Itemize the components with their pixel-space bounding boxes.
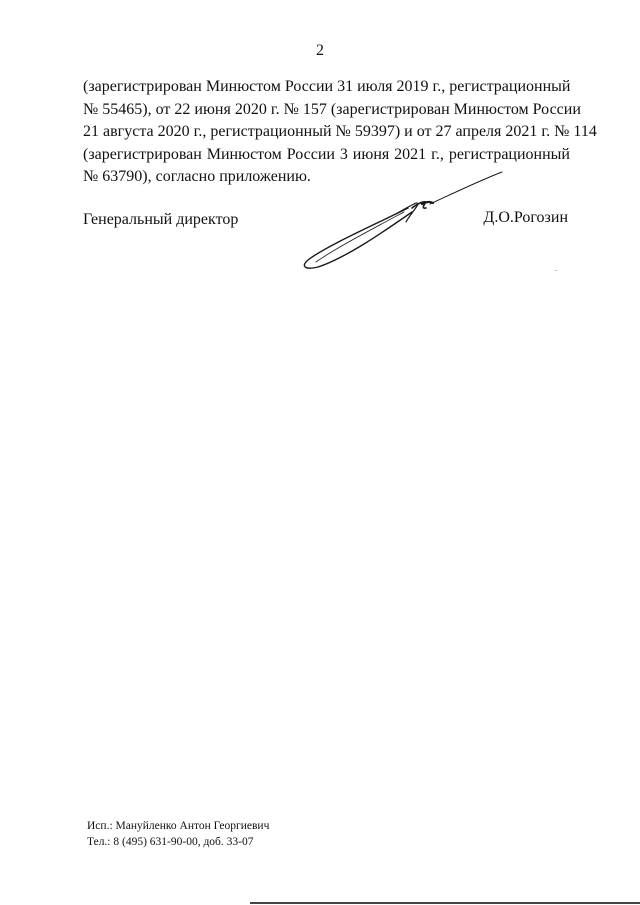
scan-edge-line [250, 902, 640, 904]
body-line-5: № 63790), согласно приложению. [83, 168, 311, 185]
executor-block [87, 818, 269, 850]
handwritten-signature [296, 168, 506, 274]
body-line-1: (зарегистрирован Минюстом России 31 июля 2019 г., регистрационный [83, 78, 571, 95]
scan-artifact [555, 270, 557, 271]
signatory-name: Д.О.Рогозин [483, 209, 568, 226]
executor-phone: Тел.: 8 (495) 631-90-00, доб. 33-07 [87, 836, 254, 848]
body-line-2: № 55465), от 22 июня 2020 г. № 157 (зарегистрирован Минюстом России [83, 100, 581, 118]
signatory-title: Генеральный директор [83, 211, 239, 228]
page-number: 2 [316, 42, 324, 59]
body-line-4: (зарегистрирован Минюстом России 3 июня 2021 г., регистрационный [83, 145, 570, 163]
body-line-3: 21 августа 2020 г., регистрационный № 59397) и от 27 апреля 2021 г. № 114 [83, 123, 597, 140]
executor-name: Исп.: Мануйленко Антон Георгиевич [87, 820, 270, 832]
